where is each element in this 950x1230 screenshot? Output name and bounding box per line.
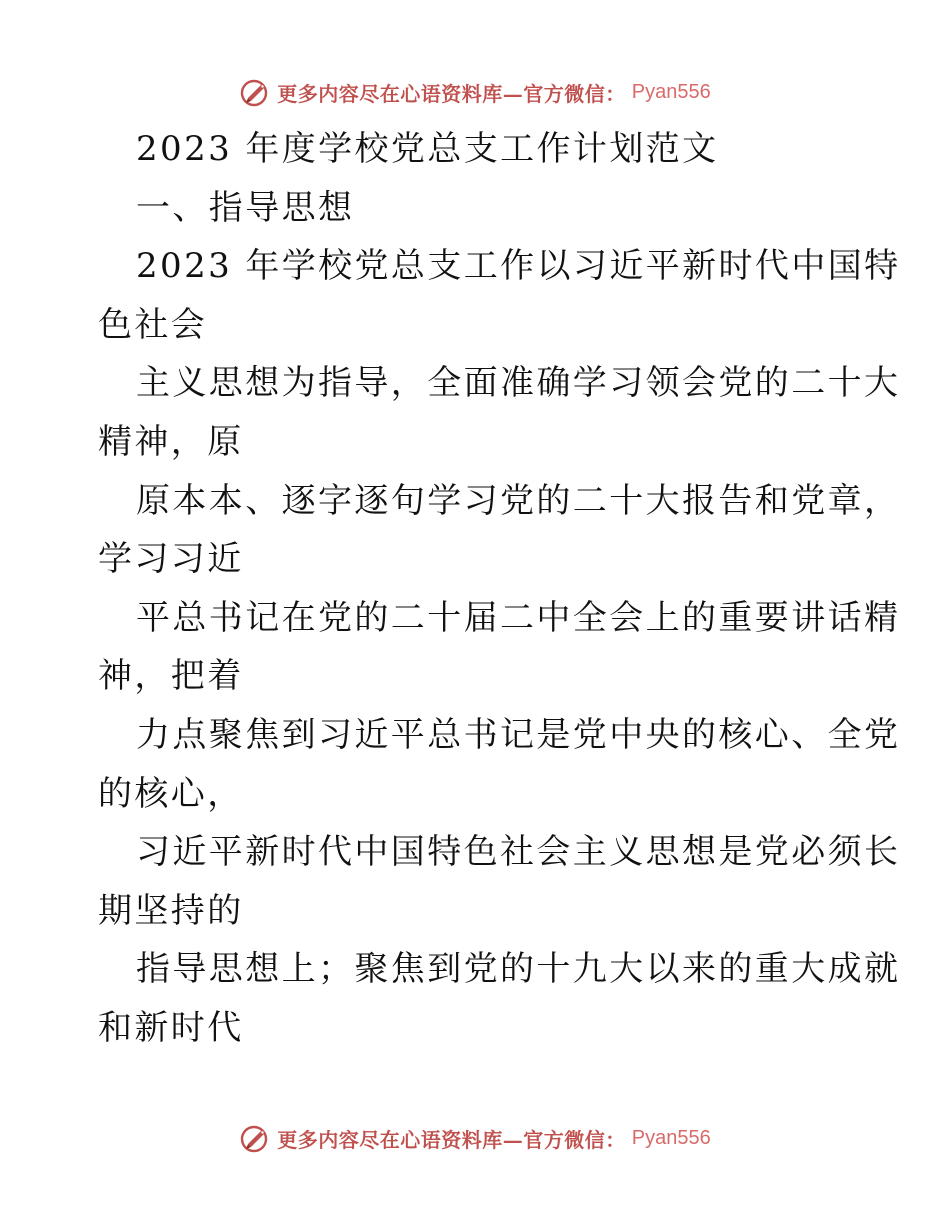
document-title: 2023 年度学校党总支工作计划范文 bbox=[136, 129, 719, 169]
banner-wechat-id: Pyan556 bbox=[631, 1126, 711, 1149]
document-body bbox=[98, 120, 901, 1058]
paragraph-line: 神，把着 bbox=[98, 656, 244, 697]
paragraph-line: 力点聚焦到习近平总书记是党中央的核心、全党 bbox=[136, 714, 901, 755]
paragraph-line: 期坚持的 bbox=[98, 890, 244, 931]
pen-logo-icon bbox=[239, 76, 271, 108]
paragraph-line: 平总书记在党的二十届二中全会上的重要讲话精 bbox=[136, 597, 901, 638]
paragraph-line: 2023 年学校党总支工作以习近平新时代中国特 bbox=[136, 246, 901, 287]
paragraph-line: 主义思想为指导，全面准确学习领会党的二十大 bbox=[136, 363, 901, 404]
paragraph-line: 原本本、逐字逐句学习党的二十大报告和党章， bbox=[136, 480, 901, 521]
header-banner bbox=[0, 72, 950, 112]
paragraph-line: 和新时代 bbox=[98, 1007, 244, 1048]
footer-banner bbox=[0, 1118, 950, 1158]
paragraph-line: 学习习近 bbox=[98, 539, 244, 580]
banner-text: 更多内容尽在心语资料库—官方微信： bbox=[277, 1127, 626, 1152]
paragraph-line: 的核心， bbox=[98, 773, 244, 814]
paragraph-line: 指导思想上；聚焦到党的十九大以来的重大成就 bbox=[136, 949, 901, 990]
paragraph-line: 色社会 bbox=[98, 304, 208, 345]
pen-logo-icon bbox=[239, 1122, 271, 1154]
section-heading: 一、指导思想 bbox=[136, 187, 355, 228]
paragraph-line: 精神，原 bbox=[98, 421, 244, 462]
paragraph-line: 习近平新时代中国特色社会主义思想是党必须长 bbox=[136, 832, 901, 873]
banner-wechat-id: Pyan556 bbox=[631, 80, 711, 103]
banner-text: 更多内容尽在心语资料库—官方微信： bbox=[277, 81, 626, 106]
